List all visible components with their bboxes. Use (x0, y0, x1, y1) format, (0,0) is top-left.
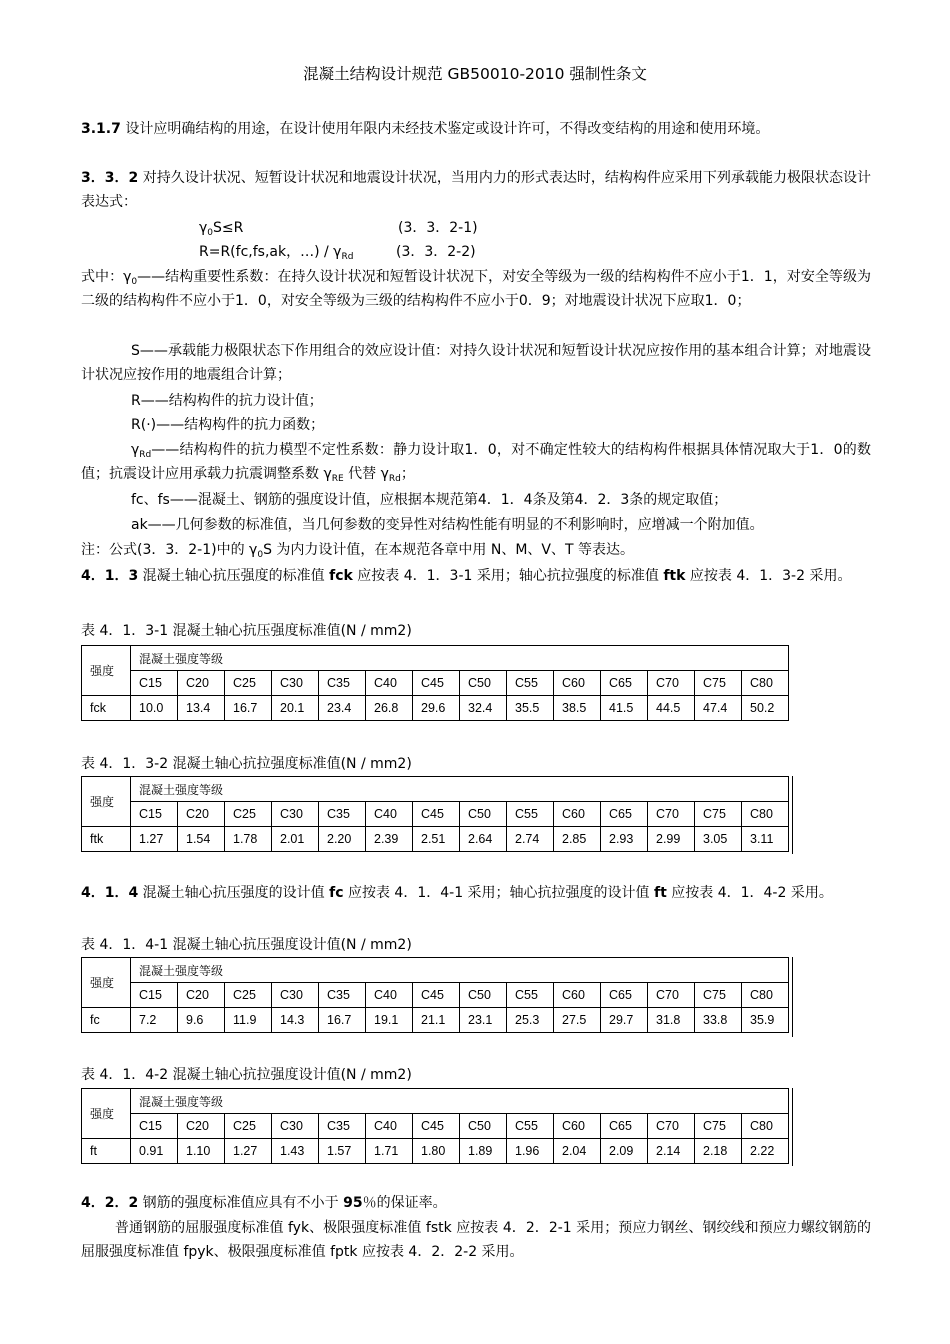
value-cell: 16.7 (225, 696, 272, 721)
value-cell: 29.7 (601, 1008, 648, 1033)
grade-cell: C55 (507, 1114, 554, 1139)
grade-cell: C35 (319, 1114, 366, 1139)
grade-cell: C45 (413, 671, 460, 696)
grade-cell: C60 (554, 802, 601, 827)
value-cell: 26.8 (366, 696, 413, 721)
clause-text: 应按表 4．1．4-2 采用。 (666, 885, 833, 901)
def-text: ——结构构件的抗力模型不定性系数：静力设计取1．0，对不确定性较大的结构构件根据具体情况取大于1．0的数值；抗震设计应用承载力抗震调整系数 γ (81, 442, 871, 482)
grade-row (82, 671, 790, 696)
table-edge-line (792, 1088, 793, 1166)
grade-row (82, 983, 790, 1008)
group-header: 混凝土强度等级 (131, 1089, 789, 1114)
value-cell: 10.0 (131, 696, 178, 721)
value-cell: 2.20 (319, 827, 366, 852)
grade-cell: C20 (178, 671, 225, 696)
definition-R: R——结构构件的抗力设计值； (131, 393, 323, 409)
grade-cell: C30 (272, 671, 319, 696)
clause-symbol: ftk (663, 568, 686, 584)
eq-subscript: Rd (341, 252, 354, 262)
value-cell: 13.4 (178, 696, 225, 721)
value-cell: 11.9 (225, 1008, 272, 1033)
grade-cell: C35 (319, 671, 366, 696)
value-cell: 0.91 (131, 1139, 178, 1164)
strength-table-fck (81, 645, 790, 721)
value-cell: 38.5 (554, 696, 601, 721)
clause-text: 应按表 4．1．4-1 采用；轴心抗拉强度的设计值 (343, 885, 655, 901)
grade-cell: C30 (272, 983, 319, 1008)
grade-cell: C15 (131, 983, 178, 1008)
clause-4-1-3 (81, 564, 871, 588)
value-cell: 1.43 (272, 1139, 319, 1164)
grade-cell: C25 (225, 802, 272, 827)
clause-4-2-2 (81, 1191, 871, 1215)
group-header: 混凝土强度等级 (131, 646, 789, 671)
value-cell: 1.27 (225, 1139, 272, 1164)
value-cell: 2.74 (507, 827, 554, 852)
def-lead: 式中：γ (81, 269, 132, 285)
definition-gamma0 (81, 265, 871, 313)
equation-1 (199, 216, 243, 240)
grade-cell: C45 (413, 802, 460, 827)
value-cell: 1.10 (178, 1139, 225, 1164)
grade-cell: C70 (648, 1114, 695, 1139)
clause-symbol: ft (654, 885, 667, 901)
value-cell: 35.5 (507, 696, 554, 721)
clause-3-1-7 (81, 117, 871, 141)
corner-label: 强度 (82, 958, 131, 1008)
def-subscript: RE (331, 474, 344, 484)
note-text: 注：公式(3．3．2-1)中的 γ (81, 542, 258, 558)
grade-cell: C15 (131, 671, 178, 696)
strength-table-ft (81, 1088, 790, 1164)
definition-ak: ak——几何参数的标准值，当几何参数的变异性对结构性能有明显的不利影响时，应增减一个附加值。 (131, 517, 764, 533)
eq-text: R=R(fc,fs,ak，…) / γ (199, 244, 342, 260)
value-cell: 14.3 (272, 1008, 319, 1033)
clause-text: 混凝土轴心抗压强度的设计值 (138, 885, 330, 901)
row-label: ft (82, 1139, 131, 1164)
def-text: ； (400, 466, 415, 482)
grade-cell: C75 (695, 671, 742, 696)
grade-cell: C50 (460, 1114, 507, 1139)
clause-value: 95 (343, 1195, 363, 1211)
grade-cell: C65 (601, 1114, 648, 1139)
corner-label: 强度 (82, 646, 131, 696)
def-subscript: Rd (388, 474, 401, 484)
value-cell: 32.4 (460, 696, 507, 721)
grade-cell: C40 (366, 671, 413, 696)
clause-text: ％的保证率。 (362, 1195, 447, 1211)
value-cell: 9.6 (178, 1008, 225, 1033)
table-caption: 表 4．1．3-1 混凝土轴心抗压强度标准值(N / mm2) (81, 623, 412, 639)
clause-3-3-2 (81, 166, 871, 214)
value-cell: 2.04 (554, 1139, 601, 1164)
grade-cell: C50 (460, 671, 507, 696)
value-cell: 47.4 (695, 696, 742, 721)
grade-cell: C75 (695, 802, 742, 827)
grade-cell: C25 (225, 671, 272, 696)
grade-cell: C60 (554, 671, 601, 696)
value-cell: 2.51 (413, 827, 460, 852)
clause-number: 4．2．2 (81, 1195, 139, 1211)
grade-cell: C20 (178, 1114, 225, 1139)
value-cell: 1.54 (178, 827, 225, 852)
grade-cell: C80 (742, 983, 789, 1008)
clause-text: 应按表 4．1．3-2 采用。 (685, 568, 852, 584)
eq-subscript: 0 (207, 228, 214, 238)
table-caption: 表 4．1．4-2 混凝土轴心抗拉强度设计值(N / mm2) (81, 1067, 412, 1083)
grade-row (82, 1114, 790, 1139)
value-cell: 29.6 (413, 696, 460, 721)
table-row (82, 1008, 790, 1033)
table-header-row (82, 958, 790, 983)
grade-cell: C50 (460, 802, 507, 827)
value-cell: 1.80 (413, 1139, 460, 1164)
row-label: fck (82, 696, 131, 721)
equation-2 (199, 240, 353, 264)
value-cell: 21.1 (413, 1008, 460, 1033)
table-edge-line (792, 776, 793, 854)
grade-cell: C30 (272, 802, 319, 827)
def-subscript: Rd (139, 450, 152, 460)
grade-cell: C30 (272, 1114, 319, 1139)
note-subscript: 0 (257, 550, 264, 560)
value-cell: 44.5 (648, 696, 695, 721)
value-cell: 7.2 (131, 1008, 178, 1033)
grade-cell: C70 (648, 983, 695, 1008)
grade-cell: C40 (366, 983, 413, 1008)
grade-cell: C60 (554, 1114, 601, 1139)
grade-cell: C25 (225, 983, 272, 1008)
grade-cell: C35 (319, 802, 366, 827)
clause-symbol: fc (329, 885, 344, 901)
value-cell: 1.27 (131, 827, 178, 852)
grade-cell: C80 (742, 671, 789, 696)
document-title: 混凝土结构设计规范 GB50010-2010 强制性条文 (303, 65, 647, 83)
row-label: fc (82, 1008, 131, 1033)
strength-table-fc (81, 957, 790, 1033)
value-cell: 1.96 (507, 1139, 554, 1164)
value-cell: 31.8 (648, 1008, 695, 1033)
value-cell: 19.1 (366, 1008, 413, 1033)
table-row (82, 1139, 790, 1164)
grade-cell: C35 (319, 983, 366, 1008)
table-edge-line (792, 957, 793, 1037)
table-header-row (82, 777, 790, 802)
def-text: ——结构重要性系数：在持久设计状况和短暂设计状况下，对安全等级为一级的结构构件不应小于1．1，对安全等级为二级的结构构件不应小于1．0，对安全等级为三级的结构构件不应小于0．9；对地震设计状况下应取1．0； (81, 269, 871, 309)
grade-cell: C65 (601, 802, 648, 827)
grade-cell: C65 (601, 671, 648, 696)
value-cell: 35.9 (742, 1008, 789, 1033)
value-cell: 2.14 (648, 1139, 695, 1164)
grade-cell: C70 (648, 671, 695, 696)
clause-text: 钢筋的强度标准值应具有不小于 (138, 1195, 344, 1211)
clause-text: 应按表 4．1．3-1 采用；轴心抗拉强度的标准值 (352, 568, 664, 584)
grade-cell: C55 (507, 671, 554, 696)
value-cell: 2.99 (648, 827, 695, 852)
clause-number: 3.1.7 (81, 121, 121, 137)
value-cell: 3.05 (695, 827, 742, 852)
value-cell: 2.01 (272, 827, 319, 852)
clause-4-2-2-paragraph: 普通钢筋的屈服强度标准值 fyk、极限强度标准值 fstk 应按表 4．2．2-1 采用；预应力钢丝、钢绞线和预应力螺纹钢筋的屈服强度标准值 fpyk、极限强度标准值 fptk 应按表 4．2．2-2 采用。 (81, 1220, 871, 1260)
value-cell: 27.5 (554, 1008, 601, 1033)
table-header-row (82, 1089, 790, 1114)
clause-4-1-4 (81, 881, 871, 905)
grade-cell: C75 (695, 983, 742, 1008)
row-label: ftk (82, 827, 131, 852)
grade-cell: C20 (178, 983, 225, 1008)
def-lead: γ (131, 442, 140, 458)
clause-number: 3．3．2 (81, 170, 139, 186)
value-cell: 1.57 (319, 1139, 366, 1164)
value-cell: 33.8 (695, 1008, 742, 1033)
clause-symbol: fck (329, 568, 353, 584)
value-cell: 2.39 (366, 827, 413, 852)
equation-1-number: (3．3．2-1) (398, 220, 478, 236)
note (81, 538, 871, 562)
grade-cell: C55 (507, 983, 554, 1008)
value-cell: 1.71 (366, 1139, 413, 1164)
value-cell: 23.4 (319, 696, 366, 721)
definition-S: S——承载能力极限状态下作用组合的效应设计值：对持久设计状况和短暂设计状况应按作用的基本组合计算；对地震设计状况应按作用的地震组合计算； (81, 343, 871, 383)
def-subscript: 0 (131, 277, 138, 287)
clause-number: 4．1．4 (81, 885, 139, 901)
grade-cell: C15 (131, 802, 178, 827)
value-cell: 16.7 (319, 1008, 366, 1033)
value-cell: 1.89 (460, 1139, 507, 1164)
grade-cell: C40 (366, 802, 413, 827)
grade-cell: C50 (460, 983, 507, 1008)
definition-fc-fs: fc、fs——混凝土、钢筋的强度设计值，应根据本规范第4．1．4条及第4．2．3条的规定取值； (131, 492, 728, 508)
table-row (82, 827, 790, 852)
table-caption: 表 4．1．4-1 混凝土轴心抗压强度设计值(N / mm2) (81, 937, 412, 953)
grade-cell: C45 (413, 1114, 460, 1139)
group-header: 混凝土强度等级 (131, 777, 789, 802)
value-cell: 2.18 (695, 1139, 742, 1164)
value-cell: 41.5 (601, 696, 648, 721)
value-cell: 1.78 (225, 827, 272, 852)
grade-cell: C20 (178, 802, 225, 827)
definition-gamma-rd (81, 438, 871, 486)
grade-cell: C80 (742, 1114, 789, 1139)
value-cell: 2.64 (460, 827, 507, 852)
grade-cell: C60 (554, 983, 601, 1008)
eq-symbol: γ (199, 220, 208, 236)
value-cell: 2.93 (601, 827, 648, 852)
value-cell: 3.11 (742, 827, 789, 852)
corner-label: 强度 (82, 777, 131, 827)
value-cell: 23.1 (460, 1008, 507, 1033)
grade-cell: C45 (413, 983, 460, 1008)
clause-text: 设计应明确结构的用途，在设计使用年限内未经技术鉴定或设计许可，不得改变结构的用途和使用环境。 (120, 121, 770, 137)
table-caption: 表 4．1．3-2 混凝土轴心抗拉强度标准值(N / mm2) (81, 756, 412, 772)
note-text: S 为内力设计值，在本规范各章中用 N、M、V、T 等表达。 (263, 542, 634, 558)
clause-text: 对持久设计状况、短暂设计状况和地震设计状况，当用内力的形式表达时，结构构件应采用下列承载能力极限状态设计表达式： (81, 170, 871, 210)
grade-cell: C70 (648, 802, 695, 827)
equation-2-number: (3．3．2-2) (396, 244, 476, 260)
table-header-row (82, 646, 790, 671)
grade-cell: C55 (507, 802, 554, 827)
grade-cell: C40 (366, 1114, 413, 1139)
grade-row (82, 802, 790, 827)
group-header: 混凝土强度等级 (131, 958, 789, 983)
grade-cell: C25 (225, 1114, 272, 1139)
value-cell: 50.2 (742, 696, 789, 721)
corner-label: 强度 (82, 1089, 131, 1139)
clause-text: 混凝土轴心抗压强度的标准值 (138, 568, 330, 584)
definition-R-function: R(·)——结构构件的抗力函数； (131, 417, 325, 433)
value-cell: 2.22 (742, 1139, 789, 1164)
grade-cell: C15 (131, 1114, 178, 1139)
clause-number: 4．1．3 (81, 568, 139, 584)
grade-cell: C75 (695, 1114, 742, 1139)
grade-cell: C80 (742, 802, 789, 827)
def-text: 代替 γ (343, 466, 389, 482)
grade-cell: C65 (601, 983, 648, 1008)
value-cell: 20.1 (272, 696, 319, 721)
value-cell: 25.3 (507, 1008, 554, 1033)
value-cell: 2.85 (554, 827, 601, 852)
table-row (82, 696, 790, 721)
eq-text: S≤R (213, 220, 244, 236)
value-cell: 2.09 (601, 1139, 648, 1164)
strength-table-ftk (81, 776, 790, 852)
